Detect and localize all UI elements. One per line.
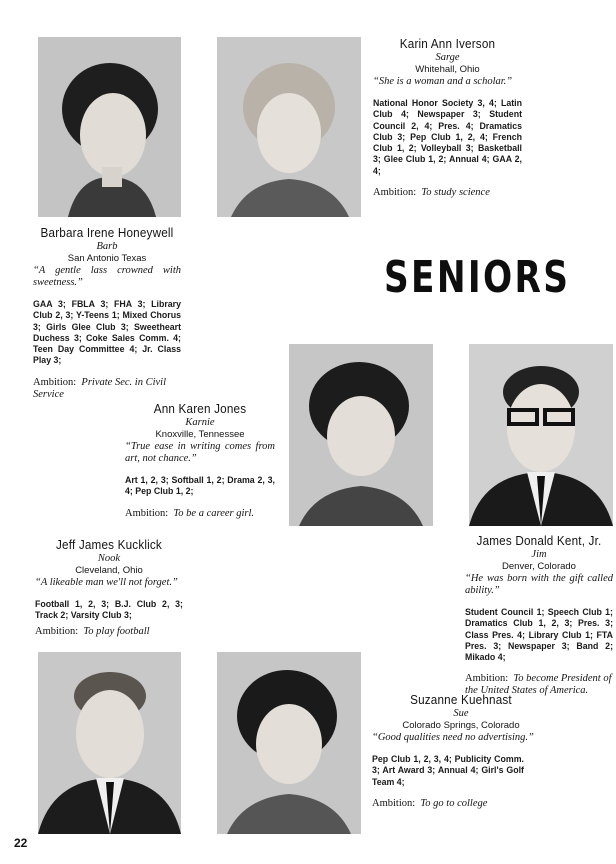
ambition-label: Ambition:: [372, 797, 416, 809]
student-activities: National Honor Society 3, 4; Latin Club 4; Newspaper 3; Student Council 2, 4; Pres. 4; Dramatics Club 3; Pep Club 1, 2, 4; French Club 1, 2; Volleyball 3; Basketball 3; Glee Club 1, 2; Annual 4; GAA 2, 4;: [373, 98, 522, 176]
entry-ann-jones: [125, 401, 275, 520]
ambition-value: To go to college: [420, 797, 488, 809]
student-nickname: Sarge: [435, 52, 460, 63]
student-name: Barbara Irene Honeywell: [40, 225, 174, 240]
ambition-label: Ambition:: [373, 187, 417, 199]
portrait-icon: [217, 37, 361, 217]
student-nickname: Karnie: [185, 417, 215, 428]
photo-karin-iverson: [217, 37, 361, 217]
ambition-label: Ambition:: [33, 376, 77, 388]
ambition-value: To study science: [421, 187, 490, 199]
student-nickname: Barb: [96, 241, 118, 252]
student-ambition: [373, 187, 522, 199]
student-name: Jeff James Kucklick: [56, 537, 162, 552]
entry-suzanne-kuehnast: [372, 692, 550, 810]
photo-suzanne-kuehnast: [217, 652, 361, 834]
ambition-label: Ambition:: [465, 673, 509, 685]
entry-karin-iverson: [373, 36, 522, 199]
section-title: SENIORS: [384, 252, 571, 303]
student-nickname: Sue: [453, 708, 469, 719]
photo-ann-jones: [289, 344, 433, 526]
photo-james-kent: [469, 344, 613, 526]
photo-jeff-kucklick: [38, 652, 181, 834]
student-hometown: Colorado Springs, Colorado: [402, 720, 520, 731]
portrait-icon: [469, 344, 613, 526]
student-hometown: Cleveland, Ohio: [75, 565, 143, 576]
student-quote: “Good qualities need no advertising.”: [372, 732, 534, 743]
portrait-icon: [38, 652, 181, 834]
student-hometown: Knoxville, Tennessee: [155, 429, 245, 440]
student-ambition: [372, 798, 550, 810]
student-activities: Pep Club 1, 2, 3, 4; Publicity Comm. 3; Art Award 3; Annual 4; Girl's Golf Team 4;: [372, 754, 524, 787]
student-ambition: [125, 508, 275, 520]
photo-barbara-honeywell: [38, 37, 181, 217]
student-quote: “He was born with the gift called ability.”: [465, 573, 613, 596]
student-hometown: San Antonio Texas: [67, 253, 147, 264]
student-quote: “She is a woman and a scholar.”: [373, 76, 513, 87]
student-quote: “A gentle lass crowned with sweetness.”: [33, 265, 181, 288]
student-name: Karin Ann Iverson: [399, 36, 496, 51]
student-quote: “True ease in writing comes from art, not chance.”: [125, 441, 275, 464]
student-activities: Football 1, 2, 3; B.J. Club 2, 3; Track 2; Varsity Club 3;: [35, 599, 183, 621]
ambition-value: To be a career girl.: [173, 507, 255, 519]
student-hometown: Denver, Colorado: [502, 561, 576, 572]
student-quote: “A likeable man we'll not forget.”: [35, 577, 178, 588]
portrait-icon: [38, 37, 181, 217]
ambition-value: To become President of the United States of America.: [465, 673, 612, 697]
student-name: Suzanne Kuehnast: [410, 692, 512, 707]
student-activities: GAA 3; FBLA 3; FHA 3; Library Club 2, 3; Y-Teens 1; Mixed Chorus 3; Girls Glee Club 3; Sweetheart Duchess 3; Coke Sales Comm. 4; Teen Day Committee 4; Jr. Class Play 3;: [33, 299, 181, 366]
entry-jeff-kucklick: [35, 537, 183, 638]
ambition-value: Private Sec. in Civil Service: [33, 376, 166, 400]
page-number: 22: [14, 836, 28, 850]
student-nickname: Nook: [97, 553, 121, 564]
entry-barbara-honeywell: [33, 225, 181, 401]
ambition-value: To play football: [83, 625, 150, 637]
student-ambition: [35, 626, 183, 638]
student-name: James Donald Kent, Jr.: [476, 533, 602, 548]
student-ambition: [33, 377, 181, 401]
ambition-label: Ambition:: [125, 507, 169, 519]
student-activities: Student Council 1; Speech Club 1; Dramatics Club 1, 2, 3; Pres. 3; Class Pres. 4; Library Club 1; FTA Pres. 3; Newspaper 3; Band 2; Mikado 4;: [465, 607, 613, 663]
student-nickname: Jim: [531, 549, 547, 560]
portrait-icon: [217, 652, 361, 834]
student-activities: Art 1, 2, 3; Softball 1, 2; Drama 2, 3, 4; Pep Club 1, 2;: [125, 475, 275, 497]
ambition-label: Ambition:: [35, 625, 79, 637]
portrait-icon: [289, 344, 433, 526]
student-name: Ann Karen Jones: [153, 401, 247, 416]
student-hometown: Whitehall, Ohio: [415, 64, 480, 75]
entry-james-kent: [465, 533, 613, 697]
